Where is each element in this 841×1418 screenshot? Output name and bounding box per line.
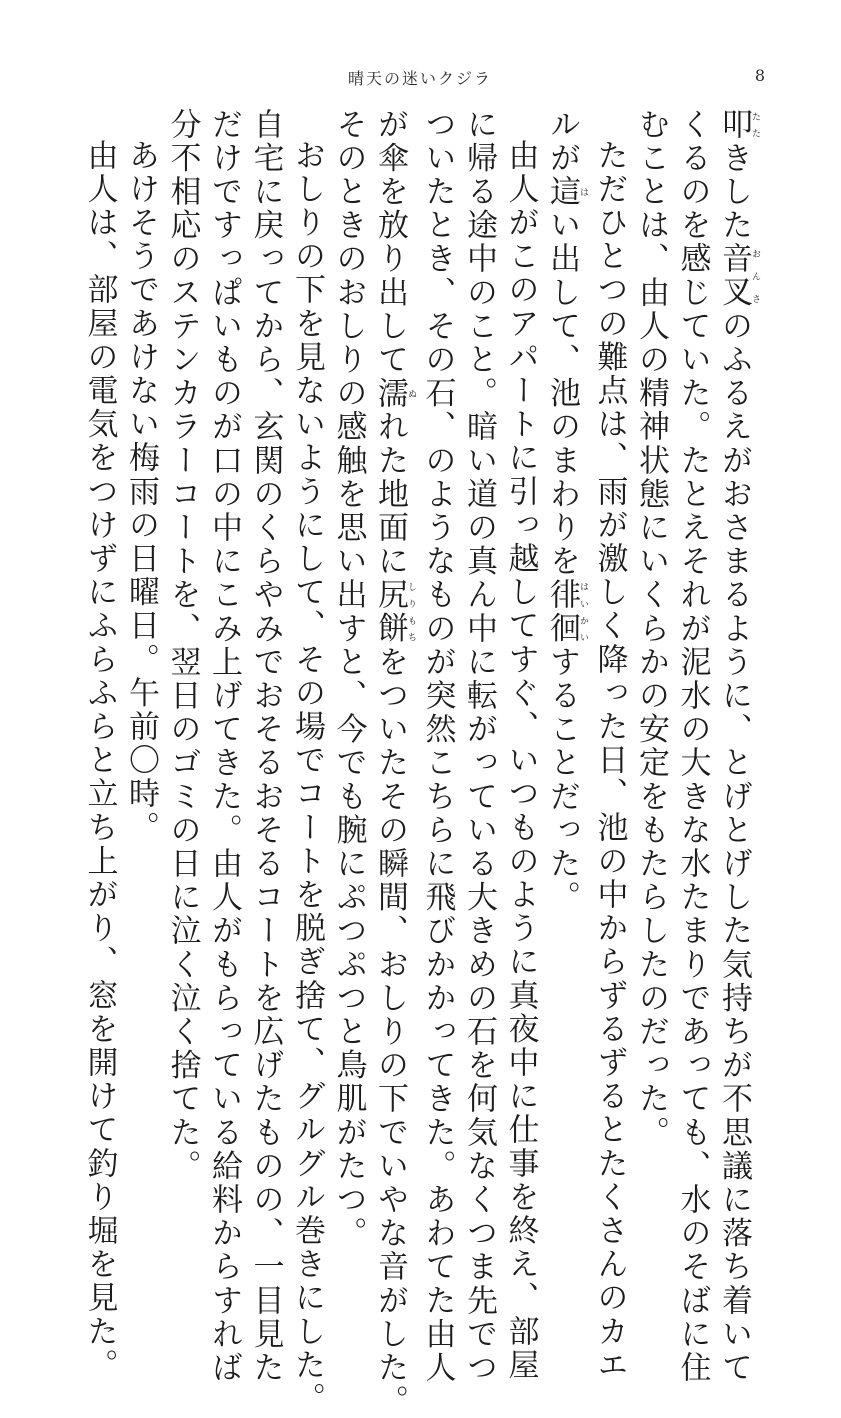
text-line: 叩たたきした音叉おんさのふるえがおさまるように、とげとげした気持ちが不思議に落ち着いて bbox=[716, 108, 760, 1385]
ruby-word: 尻餅しりもち bbox=[372, 578, 416, 646]
ruby-word: 濡ぬ bbox=[372, 376, 416, 411]
text-line: ただひとつの難点は、雨が激しく降った日、池の中からずるずるとたくさんのカエ bbox=[591, 139, 628, 1383]
text-line: 自宅に戻ってから、玄関のくらやみでおそるおそるコートを広げたものの、一目見た bbox=[247, 108, 284, 1385]
text-line: だけですっぱいものが口の中にこみ上げてきた。由人がもらっている給料からすれば bbox=[206, 108, 242, 1385]
body-text bbox=[81, 108, 760, 1418]
ruby-word: 叩たた bbox=[716, 108, 760, 142]
text-line: むことは、由人の精神状態にいくらかの安定をもたらしたのだった。 bbox=[633, 108, 669, 1150]
ruby-word: 音叉おんさ bbox=[716, 242, 760, 310]
ruby-word: 徘徊はいかい bbox=[544, 578, 588, 646]
page-number: 8 bbox=[754, 66, 766, 85]
text-line: ルが這はい出して、池のまわりを徘徊はいかいすることだった。 bbox=[544, 108, 588, 915]
text-line: おしりの下を見ないようにして、その場でコートを脱ぎ捨て、グルグル巻きにした。 bbox=[289, 139, 325, 1416]
text-line: 由人がこのアパートに引っ越してすぐ、いつものように真夜中に仕事を終え、部屋 bbox=[502, 139, 539, 1383]
text-line: に帰る途中のこと。暗い道の真ん中に転がっている大きめの石を何気なくつま先でつ bbox=[461, 108, 497, 1385]
running-title: 晴天の迷いクジラ bbox=[347, 69, 492, 88]
text-line: 由人は、部屋の電気をつけずにふらふらと立ち上がり、窓を開けて釣り堀を見た。 bbox=[81, 139, 118, 1383]
text-line: そのときのおしりの感触を思い出すと、今でも腕にぷつぷつと鳥肌がたつ。 bbox=[330, 108, 367, 1251]
text-line: あけそうであけない梅雨の日曜日。午前〇時。 bbox=[123, 139, 159, 845]
text-line: 分不相応のステンカラーコートを、翌日のゴミの日に泣く泣く捨てた。 bbox=[164, 108, 201, 1184]
text-line: くるのを感じていた。たとえそれが泥水の大きな水たまりであっても、水のそばに住 bbox=[674, 108, 711, 1385]
text-line: が傘を放り出して濡ぬれた地面に尻餅しりもちをついたその瞬間、おしりの下でいやな音がした。 bbox=[372, 108, 416, 1418]
ruby-word: 這は bbox=[544, 175, 588, 209]
text-line: ついたとき、その石、のようなものが突然こちらに飛びかかってきた。あわてた由人 bbox=[419, 108, 456, 1385]
